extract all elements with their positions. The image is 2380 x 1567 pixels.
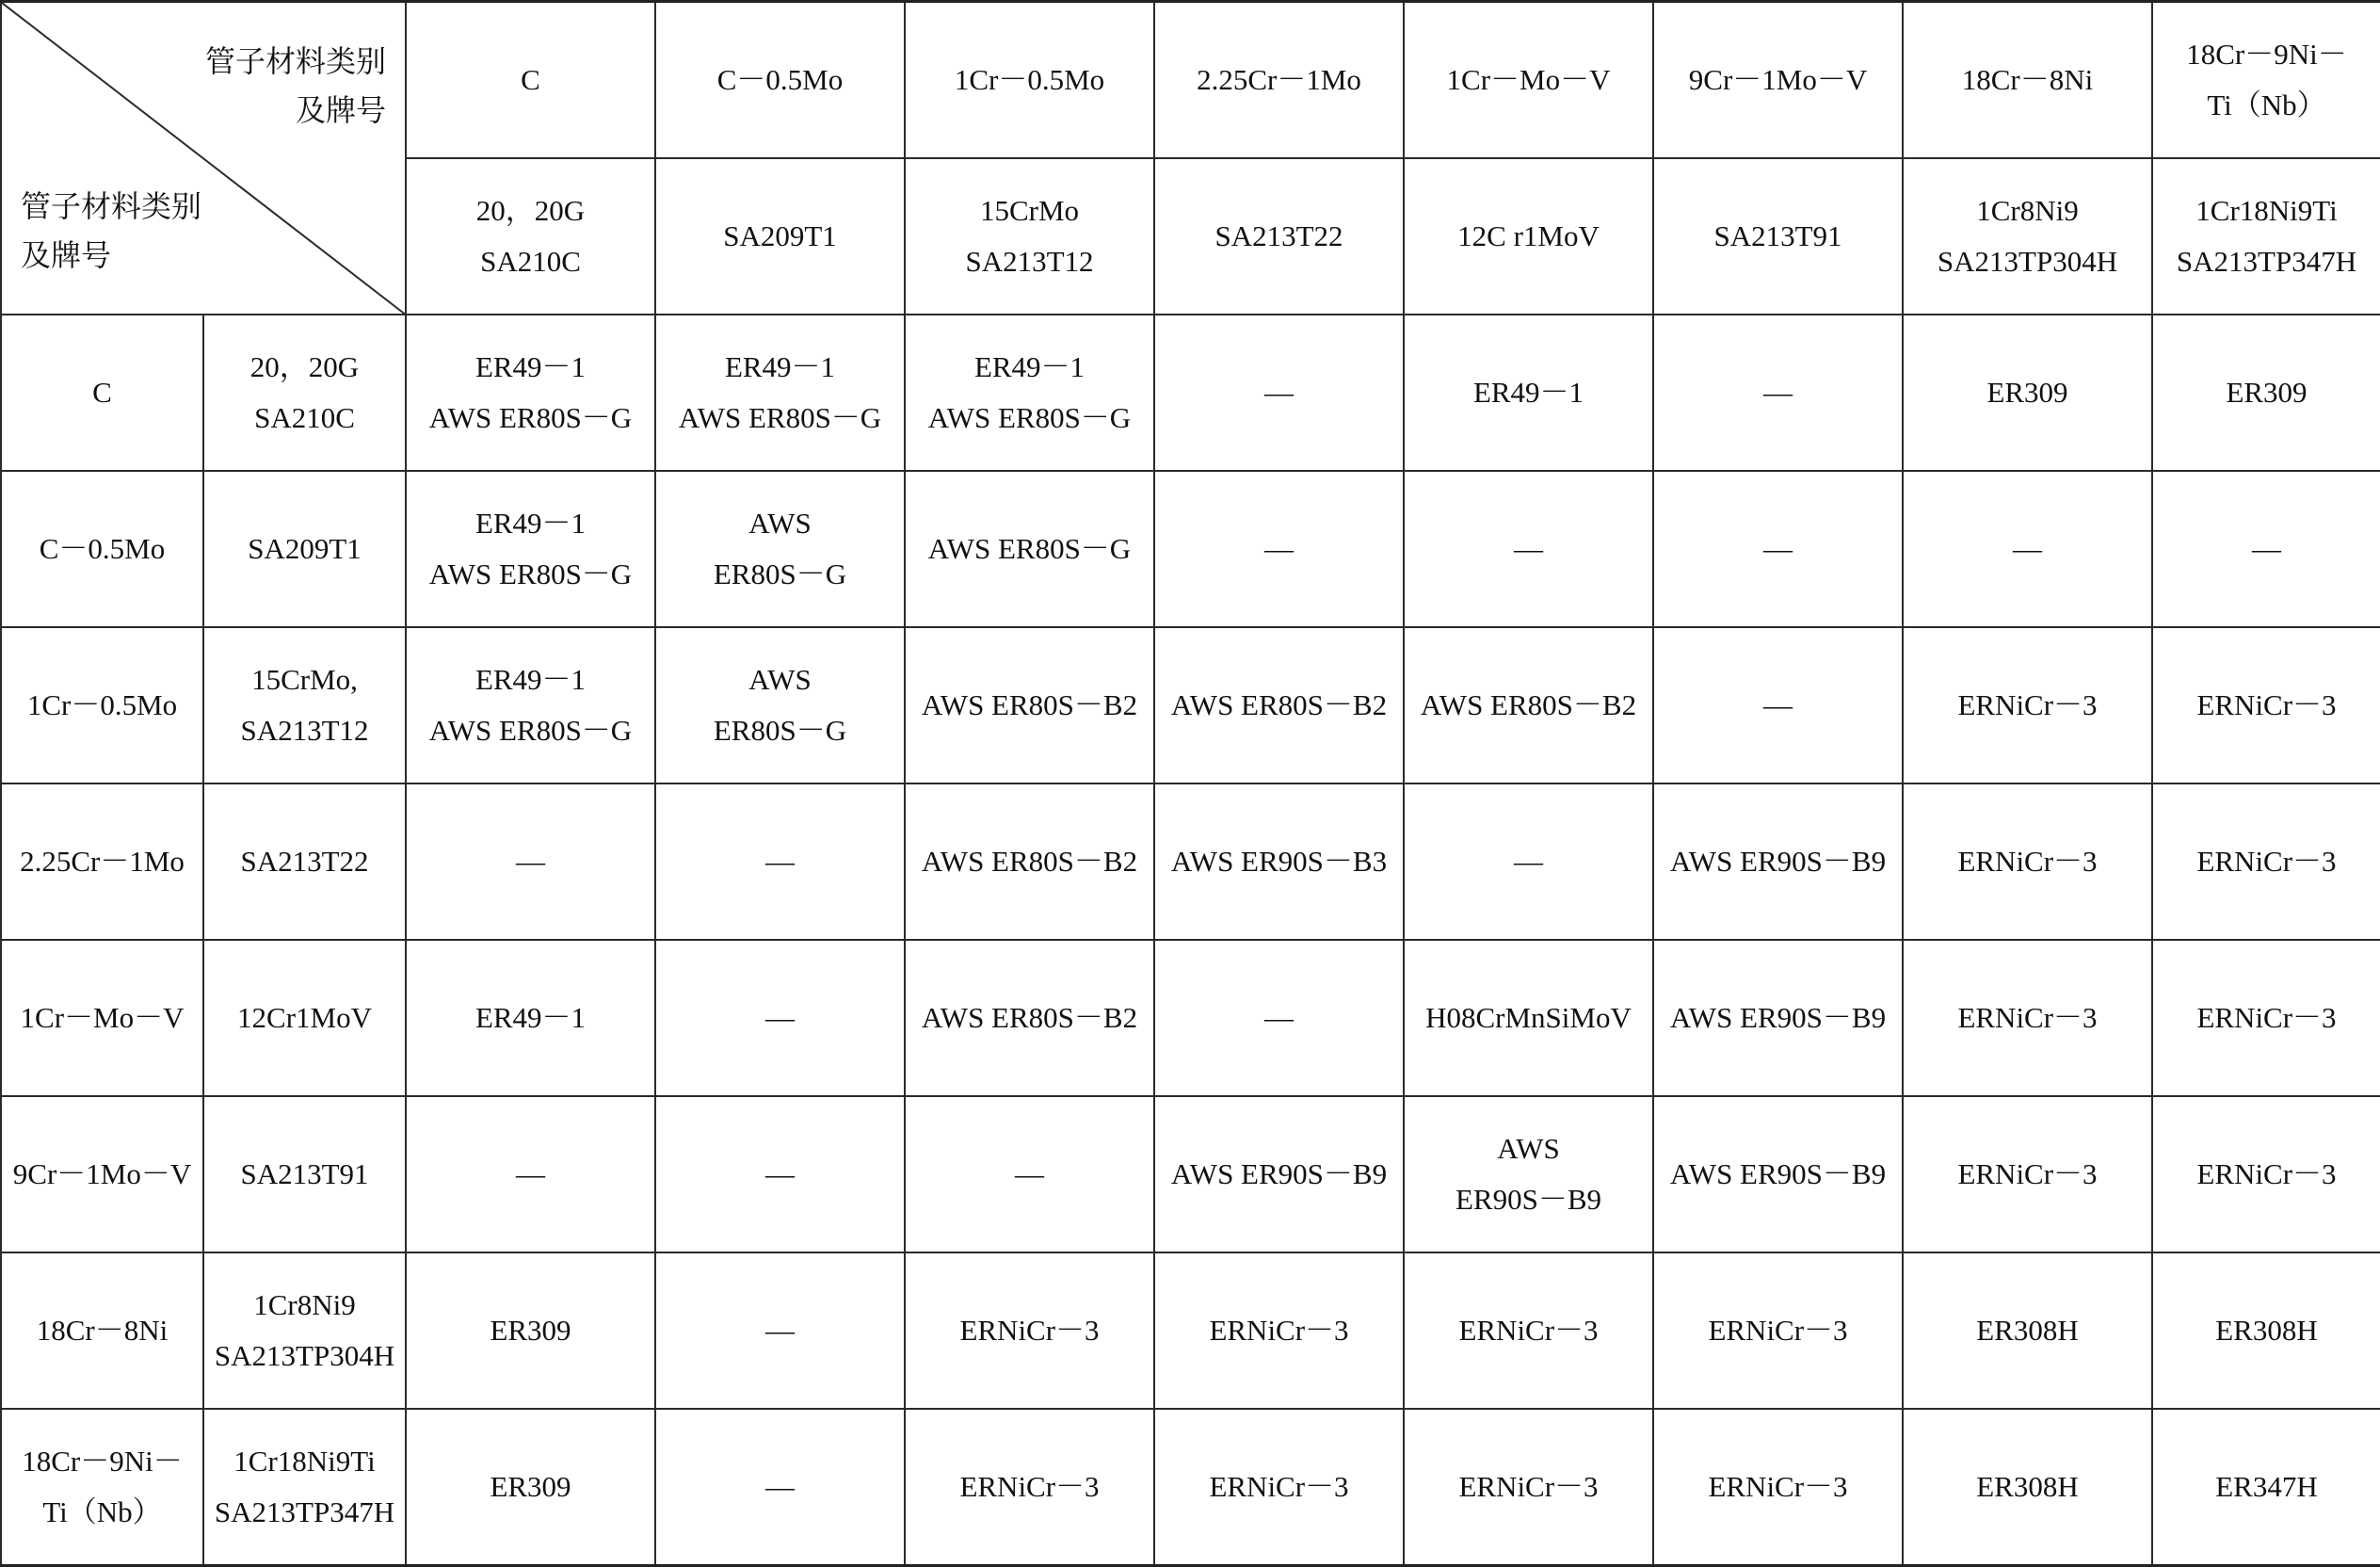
- column-grade-1-line1: 20，20G: [475, 194, 586, 227]
- filler-metal-cell: [406, 784, 655, 940]
- filler-metal-cell: [406, 627, 655, 784]
- header-row-category: [1, 2, 2380, 159]
- column-category-5: [1404, 2, 1653, 159]
- column-grade-2-line1: SA209T1: [723, 219, 837, 252]
- filler-metal-cell: [1404, 315, 1653, 471]
- filler-metal-cell-line1: —: [2013, 532, 2042, 565]
- filler-metal-cell: [1154, 1409, 1404, 1566]
- filler-metal-cell: [655, 784, 905, 940]
- row-grade-line1: 1Cr8Ni9: [253, 1288, 356, 1321]
- filler-metal-cell-line1: —: [516, 1157, 545, 1190]
- filler-metal-cell: [905, 471, 1154, 627]
- row-category: [1, 1409, 203, 1566]
- filler-metal-cell-line1: ERNiCr－3: [959, 1470, 1100, 1503]
- row-grade-line1: 20，20G: [249, 350, 360, 383]
- row-category-line2: Ti（Nb）: [42, 1495, 162, 1528]
- table-row: [1, 315, 2380, 471]
- filler-metal-cell-line1: —: [1015, 1157, 1044, 1190]
- column-grade-1: [406, 158, 655, 315]
- filler-metal-cell: [1154, 1096, 1404, 1252]
- column-category-7: [1903, 2, 2152, 159]
- filler-metal-cell-line1: —: [765, 1470, 795, 1503]
- filler-metal-cell: [1653, 1096, 1903, 1252]
- filler-metal-cell: [655, 1096, 905, 1252]
- filler-metal-cell-line1: ERNiCr－3: [2196, 1001, 2337, 1034]
- column-category-6-line1: 9Cr－1Mo－V: [1688, 63, 1868, 96]
- filler-metal-cell-line1: ER49－1: [724, 350, 836, 383]
- row-grade-line1: SA209T1: [248, 532, 362, 565]
- column-grade-8: [2152, 158, 2380, 315]
- filler-metal-cell-line1: AWS ER80S－B2: [1420, 688, 1637, 721]
- filler-metal-cell-line1: —: [2252, 532, 2281, 565]
- row-grade-line1: SA213T91: [240, 1157, 369, 1190]
- row-grade-line1: 15CrMo,: [251, 663, 358, 696]
- filler-metal-cell: [1903, 1096, 2152, 1252]
- table-row: [1, 1409, 2380, 1566]
- filler-metal-cell-line1: AWS ER80S－B2: [921, 688, 1138, 721]
- filler-metal-cell-line1: ER49－1: [1472, 376, 1584, 409]
- filler-metal-cell: [406, 940, 655, 1096]
- row-grade-line2: SA210C: [254, 401, 355, 434]
- column-category-2: [655, 2, 905, 159]
- filler-metal-cell: [1653, 1409, 1903, 1566]
- filler-metal-cell-line1: —: [1264, 1001, 1294, 1034]
- filler-metal-cell: [1653, 940, 1903, 1096]
- corner-row-label: [21, 182, 201, 280]
- filler-metal-cell: [1154, 1252, 1404, 1409]
- column-category-7-line1: 18Cr－8Ni: [1961, 63, 2094, 96]
- filler-metal-cell-line1: ER49－1: [474, 663, 587, 696]
- corner-column-label-line2: 及牌号: [295, 92, 386, 128]
- filler-metal-cell: [655, 627, 905, 784]
- row-category: [1, 315, 203, 471]
- row-grade-line1: 1Cr18Ni9Ti: [233, 1445, 376, 1478]
- filler-metal-cell: [1653, 1252, 1903, 1409]
- filler-metal-cell: [905, 784, 1154, 940]
- row-grade: [203, 1409, 406, 1566]
- row-category-line1: 18Cr－9Ni－: [22, 1445, 183, 1478]
- filler-metal-cell-line1: AWS: [748, 507, 812, 540]
- filler-metal-cell: [2152, 315, 2380, 471]
- filler-metal-cell-line1: AWS: [1497, 1132, 1560, 1165]
- filler-metal-cell-line1: ERNiCr－3: [1458, 1314, 1599, 1347]
- table-row: [1, 940, 2380, 1096]
- column-category-3: [905, 2, 1154, 159]
- column-grade-7: [1903, 158, 2152, 315]
- filler-metal-cell-line1: ERNiCr－3: [1957, 845, 2098, 878]
- filler-metal-cell-line2: ER80S－G: [713, 557, 847, 590]
- row-grade-line1: 12Cr1MoV: [237, 1001, 372, 1034]
- column-category-8: [2152, 2, 2380, 159]
- corner-cell: [1, 2, 406, 315]
- filler-metal-cell: [2152, 1252, 2380, 1409]
- filler-metal-cell-line1: ER309: [1986, 376, 2068, 409]
- filler-metal-cell: [905, 1096, 1154, 1252]
- filler-metal-cell: [1404, 1252, 1653, 1409]
- row-grade-line2: SA213TP304H: [214, 1339, 395, 1372]
- row-category: [1, 627, 203, 784]
- column-category-4-line1: 2.25Cr－1Mo: [1197, 63, 1361, 96]
- filler-metal-cell-line1: ER49－1: [474, 507, 587, 540]
- row-grade: [203, 471, 406, 627]
- filler-metal-cell-line1: —: [1763, 688, 1793, 721]
- row-category-line1: 1Cr－0.5Mo: [26, 688, 178, 721]
- filler-metal-cell: [655, 940, 905, 1096]
- column-category-8-line2: Ti（Nb）: [2207, 89, 2326, 121]
- filler-metal-cell-line2: AWS ER80S－G: [927, 401, 1132, 434]
- filler-metal-cell-line1: AWS ER90S－B9: [1669, 1001, 1887, 1034]
- row-category: [1, 1096, 203, 1252]
- filler-metal-cell: [655, 1409, 905, 1566]
- filler-metal-cell: [1903, 315, 2152, 471]
- filler-metal-cell-line1: ER49－1: [474, 350, 587, 383]
- filler-metal-cell-line1: —: [1264, 532, 1294, 565]
- filler-metal-cell-line1: AWS ER80S－G: [927, 532, 1132, 565]
- filler-metal-cell: [2152, 1096, 2380, 1252]
- filler-metal-cell: [905, 1409, 1154, 1566]
- filler-metal-cell: [655, 315, 905, 471]
- filler-metal-cell-line1: ERNiCr－3: [1458, 1470, 1599, 1503]
- filler-metal-cell: [1653, 315, 1903, 471]
- filler-metal-cell-line1: ERNiCr－3: [959, 1314, 1100, 1347]
- filler-metal-cell: [406, 1409, 655, 1566]
- filler-metal-cell: [2152, 784, 2380, 940]
- row-grade: [203, 315, 406, 471]
- row-grade: [203, 940, 406, 1096]
- filler-metal-cell-line1: —: [1514, 845, 1543, 878]
- filler-metal-cell-line1: ERNiCr－3: [1957, 1157, 2098, 1190]
- row-category-line1: 18Cr－8Ni: [36, 1314, 169, 1347]
- filler-metal-cell: [905, 940, 1154, 1096]
- filler-metal-cell: [1903, 471, 2152, 627]
- row-category-line1: C－0.5Mo: [39, 532, 166, 565]
- table-row: [1, 471, 2380, 627]
- filler-metal-cell-line1: ER309: [490, 1470, 571, 1503]
- filler-metal-cell: [1404, 471, 1653, 627]
- column-category-8-line1: 18Cr－9Ni－: [2186, 38, 2347, 71]
- filler-metal-cell-line1: ER308H: [2215, 1314, 2318, 1347]
- filler-metal-cell: [1154, 627, 1404, 784]
- filler-metal-cell-line2: AWS ER80S－G: [428, 557, 633, 590]
- row-category: [1, 784, 203, 940]
- filler-metal-cell: [1903, 627, 2152, 784]
- filler-metal-cell-line1: —: [765, 1001, 795, 1034]
- column-grade-4: [1154, 158, 1404, 315]
- table-row: [1, 627, 2380, 784]
- filler-metal-cell-line1: ERNiCr－3: [1209, 1470, 1349, 1503]
- column-grade-1-line2: SA210C: [480, 245, 581, 278]
- filler-metal-cell-line1: ER49－1: [474, 1001, 587, 1034]
- filler-metal-cell: [1404, 1409, 1653, 1566]
- filler-metal-cell-line1: ERNiCr－3: [1957, 1001, 2098, 1034]
- filler-metal-cell-line1: ERNiCr－3: [1957, 688, 2098, 721]
- row-category-line1: 9Cr－1Mo－V: [12, 1157, 192, 1190]
- row-grade: [203, 1096, 406, 1252]
- row-category-line1: 2.25Cr－1Mo: [20, 845, 185, 878]
- filler-metal-cell: [1903, 1252, 2152, 1409]
- filler-metal-cell: [2152, 627, 2380, 784]
- filler-metal-cell: [655, 1252, 905, 1409]
- column-category-5-line1: 1Cr－Mo－V: [1446, 63, 1611, 96]
- column-grade-8-line1: 1Cr18Ni9Ti: [2195, 194, 2338, 227]
- filler-metal-cell-line2: AWS ER80S－G: [428, 714, 633, 747]
- table-row: [1, 1252, 2380, 1409]
- column-category-3-line1: 1Cr－0.5Mo: [954, 63, 1105, 96]
- column-category-2-line1: C－0.5Mo: [716, 63, 844, 96]
- filler-metal-cell-line1: —: [1264, 376, 1294, 409]
- filler-metal-cell-line1: ERNiCr－3: [2196, 688, 2337, 721]
- column-category-6: [1653, 2, 1903, 159]
- filler-metal-cell: [406, 1252, 655, 1409]
- filler-metal-cell-line1: ERNiCr－3: [1708, 1314, 1848, 1347]
- filler-metal-cell-line1: —: [1763, 376, 1793, 409]
- column-grade-5: [1404, 158, 1653, 315]
- column-grade-2: [655, 158, 905, 315]
- filler-metal-cell-line1: H08CrMnSiMoV: [1425, 1001, 1632, 1034]
- filler-metal-cell-line1: ER49－1: [973, 350, 1085, 383]
- column-grade-4-line1: SA213T22: [1214, 219, 1343, 252]
- row-grade: [203, 627, 406, 784]
- corner-row-label-line1: 管子材料类别: [21, 188, 202, 224]
- row-category: [1, 1252, 203, 1409]
- filler-metal-cell-line1: AWS ER80S－B2: [921, 1001, 1138, 1034]
- row-grade-line1: SA213T22: [240, 845, 369, 878]
- column-grade-7-line2: SA213TP304H: [1937, 245, 2118, 278]
- filler-metal-cell-line1: AWS ER90S－B9: [1170, 1157, 1388, 1190]
- row-category-line1: 1Cr－Mo－V: [20, 1001, 185, 1034]
- filler-metal-cell: [1653, 627, 1903, 784]
- filler-metal-cell-line1: AWS: [748, 663, 812, 696]
- filler-metal-cell: [2152, 1409, 2380, 1566]
- filler-metal-cell: [1154, 471, 1404, 627]
- filler-metal-cell: [905, 627, 1154, 784]
- filler-metal-cell-line1: —: [1514, 532, 1543, 565]
- filler-metal-cell-line1: AWS ER90S－B3: [1170, 845, 1388, 878]
- column-grade-3-line2: SA213T12: [965, 245, 1094, 278]
- filler-metal-cell: [1903, 940, 2152, 1096]
- row-category: [1, 471, 203, 627]
- table-row: [1, 784, 2380, 940]
- corner-column-label: [205, 37, 386, 135]
- filler-metal-cell: [406, 471, 655, 627]
- row-category: [1, 940, 203, 1096]
- filler-metal-cell: [1154, 940, 1404, 1096]
- filler-metal-cell: [406, 1096, 655, 1252]
- column-grade-7-line1: 1Cr8Ni9: [1976, 194, 2079, 227]
- column-grade-8-line2: SA213TP347H: [2176, 245, 2357, 278]
- filler-metal-cell: [1154, 315, 1404, 471]
- filler-metal-cell: [2152, 471, 2380, 627]
- filler-metal-cell-line1: ER308H: [1976, 1470, 2079, 1503]
- column-grade-6: [1653, 158, 1903, 315]
- filler-metal-cell-line1: ER309: [490, 1314, 571, 1347]
- filler-metal-cell-line2: AWS ER80S－G: [428, 401, 633, 434]
- filler-metal-cell-line1: AWS ER80S－B2: [1170, 688, 1388, 721]
- filler-metal-cell-line1: —: [765, 845, 795, 878]
- filler-metal-cell: [905, 315, 1154, 471]
- row-category-line1: C: [92, 376, 112, 409]
- filler-metal-cell: [1903, 784, 2152, 940]
- corner-row-label-line2: 及牌号: [21, 237, 112, 273]
- filler-metal-cell-line2: ER90S－B9: [1455, 1183, 1602, 1216]
- filler-metal-cell-line1: ER347H: [2215, 1470, 2318, 1503]
- filler-metal-cell: [1653, 471, 1903, 627]
- filler-metal-cell: [406, 315, 655, 471]
- row-grade-line2: SA213TP347H: [214, 1495, 395, 1528]
- column-grade-6-line1: SA213T91: [1713, 219, 1842, 252]
- filler-metal-cell-line2: AWS ER80S－G: [678, 401, 882, 434]
- filler-metal-cell: [905, 1252, 1154, 1409]
- row-grade-line2: SA213T12: [240, 714, 369, 747]
- filler-metal-cell: [1653, 784, 1903, 940]
- filler-metal-cell: [1404, 627, 1653, 784]
- filler-metal-cell-line1: ER309: [2226, 376, 2308, 409]
- filler-metal-cell-line1: ERNiCr－3: [2196, 845, 2337, 878]
- column-grade-5-line1: 12C r1MoV: [1457, 219, 1600, 252]
- filler-metal-cell-line1: ERNiCr－3: [1209, 1314, 1349, 1347]
- column-grade-3: [905, 158, 1154, 315]
- column-category-4: [1154, 2, 1404, 159]
- filler-metal-cell-line1: ERNiCr－3: [1708, 1470, 1848, 1503]
- filler-metal-cell: [1404, 784, 1653, 940]
- filler-metal-cell: [2152, 940, 2380, 1096]
- column-category-1: [406, 2, 655, 159]
- filler-metal-cell-line1: AWS ER80S－B2: [921, 845, 1138, 878]
- filler-metal-cell-line1: —: [765, 1314, 795, 1347]
- filler-metal-cell: [1404, 940, 1653, 1096]
- column-category-1-line1: C: [521, 63, 540, 96]
- column-grade-3-line1: 15CrMo: [979, 194, 1080, 227]
- row-grade: [203, 784, 406, 940]
- row-grade: [203, 1252, 406, 1409]
- filler-metal-cell-line2: ER80S－G: [713, 714, 847, 747]
- filler-metal-cell: [1404, 1096, 1653, 1252]
- filler-metal-cell-line1: ER308H: [1976, 1314, 2079, 1347]
- filler-metal-cell-line1: —: [516, 845, 545, 878]
- filler-metal-cell: [1154, 784, 1404, 940]
- filler-metal-cell-line1: —: [1763, 532, 1793, 565]
- corner-column-label-line1: 管子材料类别: [204, 43, 386, 79]
- filler-metal-cell: [1903, 1409, 2152, 1566]
- filler-metal-cell: [655, 471, 905, 627]
- filler-metal-cell-line1: —: [765, 1157, 795, 1190]
- filler-metal-cell-line1: ERNiCr－3: [2196, 1157, 2337, 1190]
- filler-metal-cell-line1: AWS ER90S－B9: [1669, 1157, 1887, 1190]
- table-row: [1, 1096, 2380, 1252]
- filler-metal-cell-line1: AWS ER90S－B9: [1669, 845, 1887, 878]
